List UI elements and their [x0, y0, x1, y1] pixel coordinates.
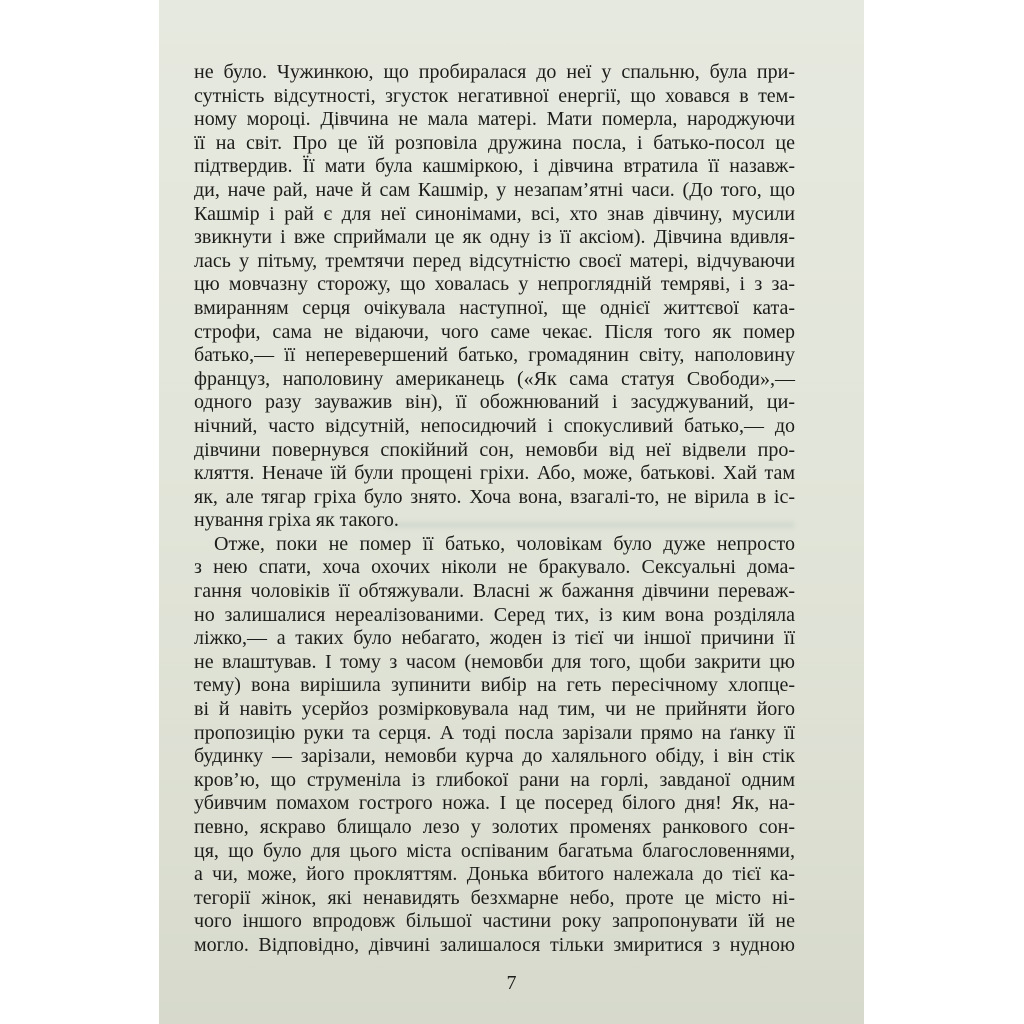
text-line: не було. Чужинкою, що пробиралася до неї у спальню, була при- [194, 61, 795, 83]
text-line: француз, наполовину американець («Як сама статуя Свободи»,— [194, 367, 795, 390]
text-line: певно, яскраво блищало лезо у золотих променях ранкового сон- [194, 816, 795, 838]
text-line: звикнути і вже сприймали це як одну із її аксіом). Дівчина вдивля- [194, 226, 795, 249]
text-line: нічний, часто відсутній, непосидючий і спокусливий батько,— до [194, 414, 795, 437]
text-line: кров’ю, що струменіла із глибокої рани на горлі, завданої одним [194, 768, 795, 791]
text-line: ця, що було для цього міста оспіваним багатьма благословеннями, [194, 839, 795, 862]
text-line: чого іншого впродовж більшої частини року запропонувати їй не [194, 910, 795, 933]
text-line: цю мовчазну сторожу, що ховалась у непроглядній темряві, і з за- [194, 273, 795, 296]
text-line: тему) вона вирішила зупинити вибір на геть пересічному хлопце- [194, 674, 795, 697]
text-line: дівчини повернувся спокійний сон, немовби від неї відвели про- [194, 438, 795, 461]
text-line: но залишалися нереалізованими. Серед тих, із ким вона розділяла [194, 603, 795, 626]
text-line: Отже, поки не помер її батько, чоловікам було дуже непросто [214, 532, 795, 555]
text-line: як, але тягар гріха було знято. Хоча вона, взагалі-то, не вірила в іс- [194, 485, 795, 508]
paragraph-2 [194, 533, 795, 958]
text-line: ди, наче рай, наче й сам Кашмір, у незапам’ятні часи. (До того, що [194, 178, 795, 201]
page-number: 7 [506, 972, 517, 994]
body-text [194, 61, 795, 958]
text-line: одного разу зауважив він), її обожнюваний і засуджуваний, ци- [194, 391, 795, 414]
text-line: лась у пітьму, тремтячи перед відсутністю своєї матері, відчуваючи [194, 249, 795, 272]
text-line: строфи, сама не відаючи, чого саме чекає. Після того як помер [194, 320, 795, 343]
text-line: могло. Відповідно, дівчині залишалося тільки змиритися з нудною [194, 933, 795, 956]
text-line: будинку — зарізали, немовби курча до халяльного обіду, і він стік [194, 745, 795, 768]
text-line: нування гріха як такого. [194, 509, 399, 532]
book-page [159, 0, 864, 1024]
text-line: підтвердив. Її мати була кашміркою, і дівчина втратила її назавж- [194, 155, 795, 178]
text-line: вмиранням серця очікувала наступної, ще однієї життєвої ката- [194, 296, 795, 319]
text-line: тегорії жінок, які ненавидять безхмарне небо, проте це місто ні- [194, 886, 795, 909]
text-line: пропозицію руки та серця. А тоді посла зарізали прямо на ґанку її [194, 721, 795, 744]
text-line: сутність відсутності, згусток негативної енергії, що ховався в тем- [194, 84, 795, 107]
text-line: її на світ. Про це їй розповіла дружина посла, і батько-посол це [194, 131, 795, 154]
text-line: Кашмір і рай є для неї синонімами, всі, хто знав дівчину, мусили [194, 202, 795, 225]
text-line: кляття. Неначе їй були прощені гріхи. Або, може, батькові. Хай там [194, 462, 795, 485]
text-line: батько,— її неперевершений батько, громадянин світу, наполовину [194, 344, 795, 367]
text-line: убивчим помахом гострого ножа. І це посеред білого дня! Як, на- [194, 792, 795, 815]
text-line: гання чоловіків її обтяжували. Власні ж бажання дівчини переваж- [194, 580, 795, 603]
text-line: ві й навіть усерйоз розмірковувала над тим, чи не прийняти його [194, 698, 795, 721]
paragraph-1 [194, 61, 795, 533]
text-line: не влаштував. І тому з часом (немовби для того, щоби закрити цю [194, 650, 795, 673]
text-line: з нею спати, хоча охочих ніколи не бракувало. Сексуальні дома- [194, 556, 795, 579]
text-line: ліжко,— а таких було небагато, жоден із тієї чи іншої причини її [194, 627, 795, 650]
text-line: ному мороці. Дівчина не мала матері. Мати померла, народжуючи [194, 108, 795, 131]
text-line: а чи, може, його прокляттям. Донька вбитого належала до тієї ка- [194, 863, 795, 886]
